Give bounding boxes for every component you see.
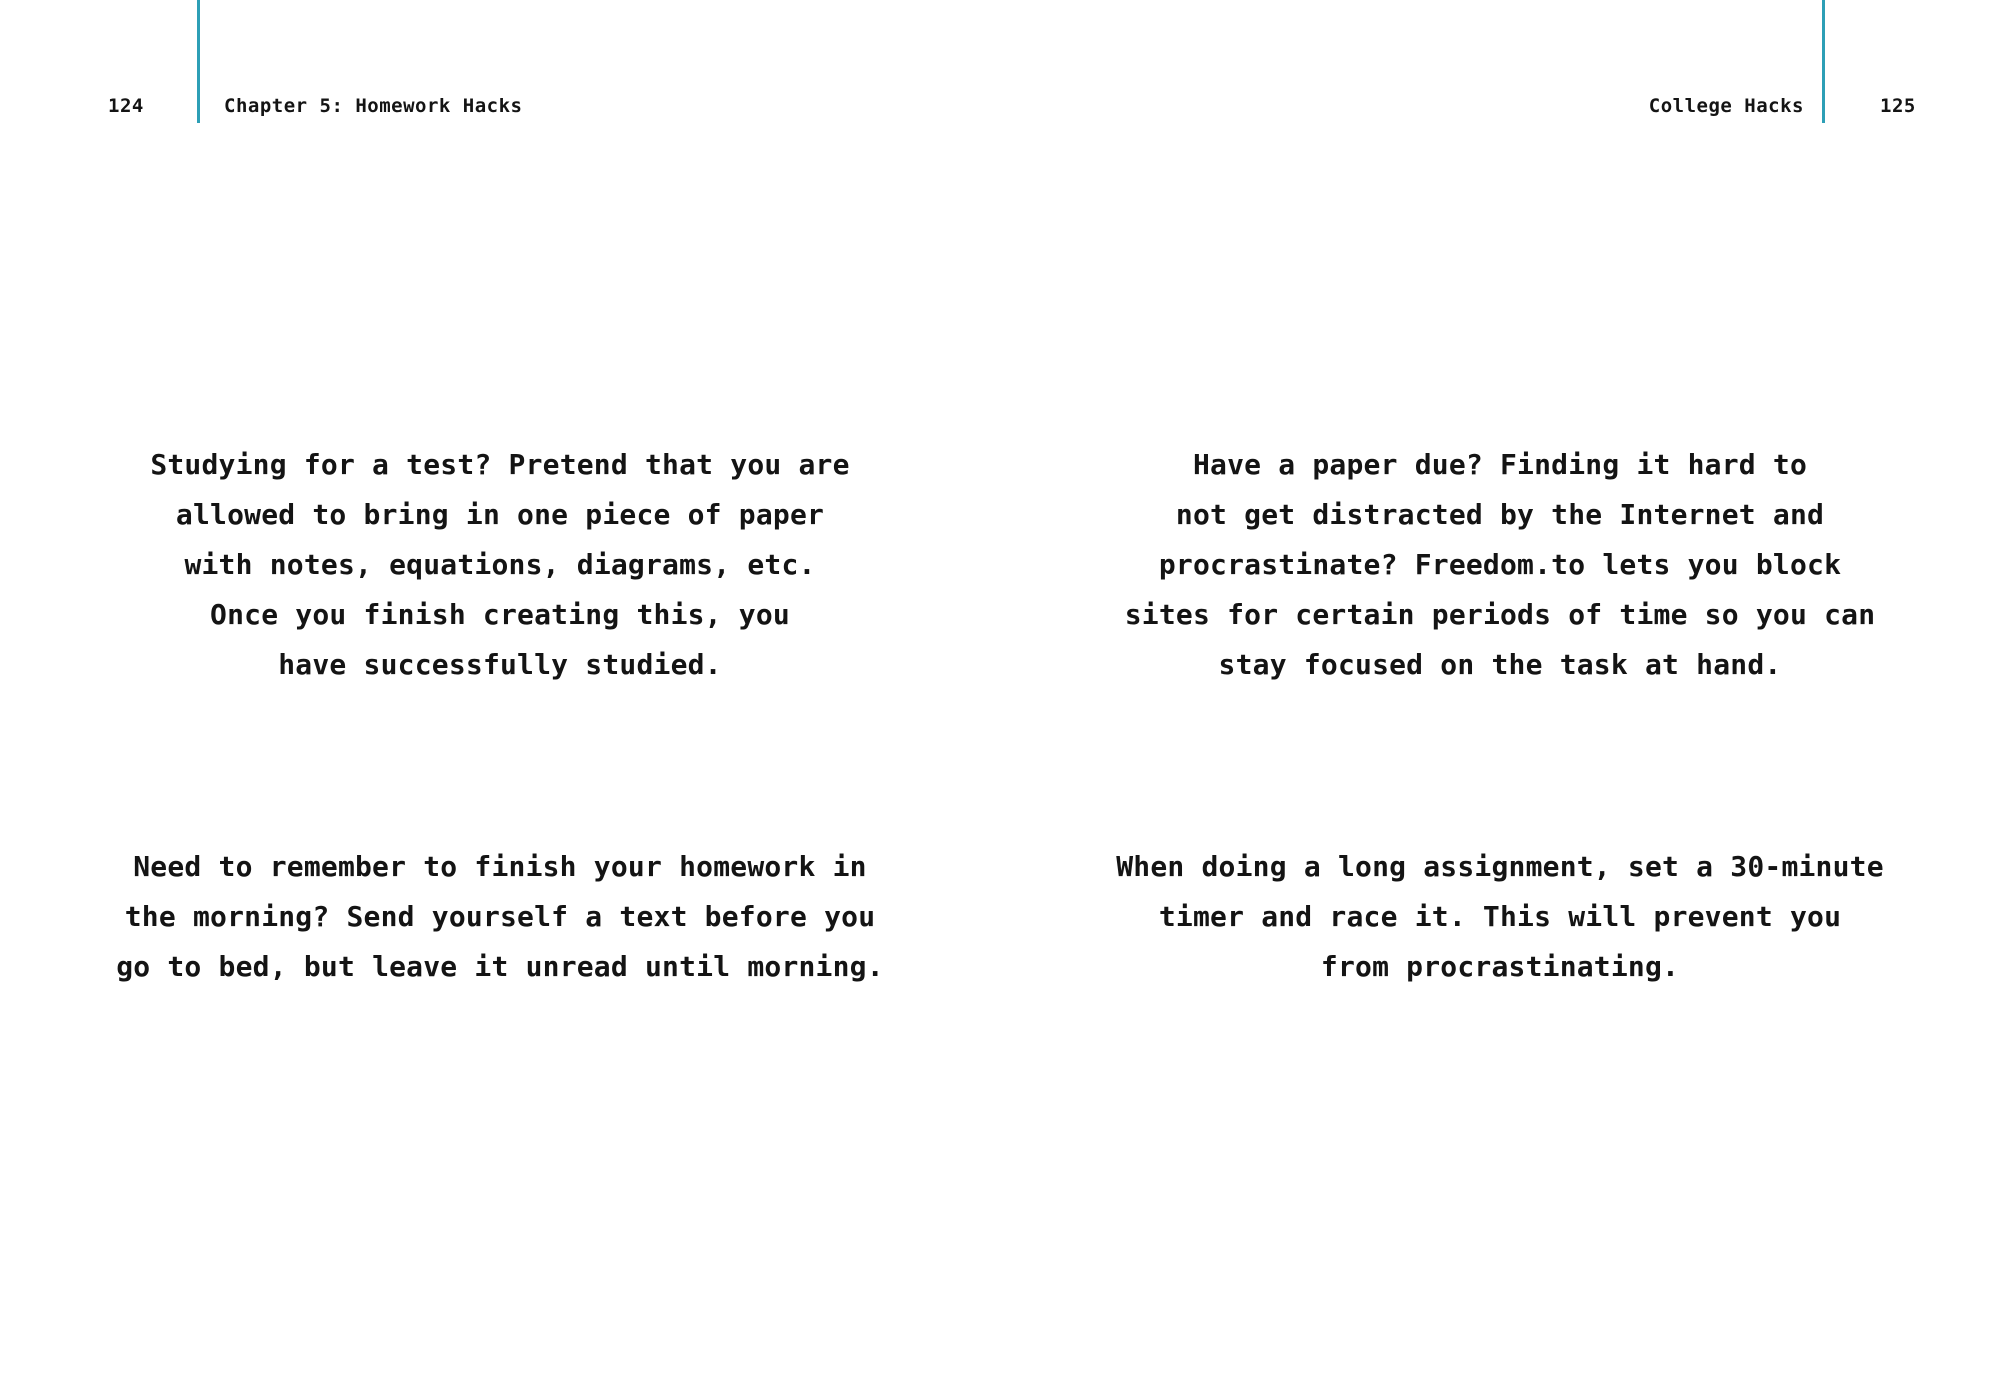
- text-line: with notes, equations, diagrams, etc.: [184, 548, 816, 581]
- text-line: timer and race it. This will prevent you: [1158, 900, 1842, 933]
- text-line: sites for certain periods of time so you can: [1124, 598, 1876, 631]
- left-header-divider: [197, 0, 200, 123]
- text-line: not get distracted by the Internet and: [1175, 498, 1825, 531]
- right-header-divider: [1822, 0, 1825, 123]
- text-line: the morning? Send yourself a text before you: [124, 900, 876, 933]
- hack-text-block-timer: [1000, 842, 2000, 992]
- book-title: College Hacks: [1648, 95, 1804, 117]
- chapter-title: Chapter 5: Homework Hacks: [224, 95, 523, 117]
- right-page-number: 125: [1880, 95, 1916, 117]
- text-line: allowed to bring in one piece of paper: [175, 498, 825, 531]
- text-line: Have a paper due? Finding it hard to: [1192, 448, 1808, 481]
- text-line: Once you finish creating this, you: [210, 598, 790, 631]
- text-line: stay focused on the task at hand.: [1218, 648, 1782, 681]
- text-line: go to bed, but leave it unread until morning.: [116, 950, 884, 983]
- text-line: procrastinate? Freedom.to lets you block: [1158, 548, 1842, 581]
- text-line: from procrastinating.: [1320, 950, 1680, 983]
- text-line: have successfully studied.: [278, 648, 722, 681]
- text-line: Need to remember to finish your homework in: [133, 850, 867, 883]
- text-line: Studying for a test? Pretend that you are: [150, 448, 850, 481]
- hack-text-block-reminder: [0, 842, 1000, 992]
- text-line: When doing a long assignment, set a 30-minute: [1116, 850, 1884, 883]
- left-page-number: 124: [108, 95, 144, 117]
- hack-text-block-freedom: [1000, 440, 2000, 690]
- hack-text-block-study: [0, 440, 1000, 690]
